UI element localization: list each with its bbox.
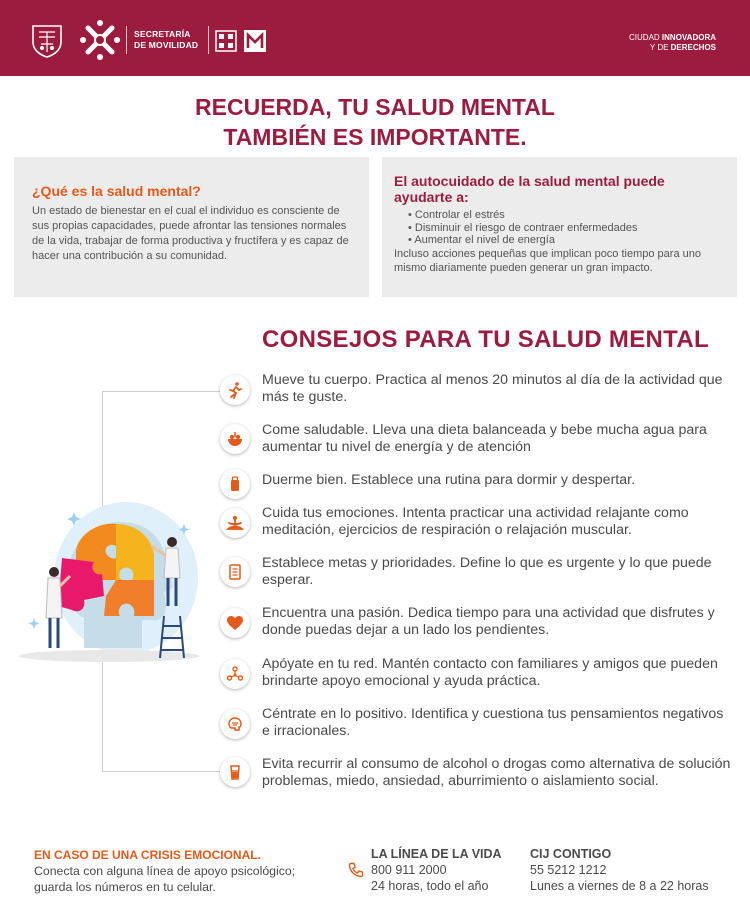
tip-text: Mueve tu cuerpo. Practica al menos 20 minutos al día de la actividad que más te guste. <box>262 372 723 405</box>
list-item: • Controlar el estrés <box>408 209 725 222</box>
metro-logo-icon <box>244 30 266 52</box>
header-divider <box>126 26 127 54</box>
page-title: RECUERDA, TU SALUD MENTAL TAMBIÉN ES IMPORTANTE. <box>195 94 555 150</box>
bed-icon <box>220 469 250 499</box>
definition-title: ¿Qué es la salud mental? <box>32 183 201 199</box>
linea-de-la-vida-contact <box>371 846 502 894</box>
tip-text: Come saludable. Lleva una dieta balanceada y bebe mucha agua para aumentar tu nivel de energía y de atención <box>262 422 707 455</box>
checklist-icon <box>220 557 250 587</box>
tip-text: Establece metas y prioridades. Define lo que es urgente y lo que puede esperar. <box>262 555 712 588</box>
tip-text: Cuida tus emociones. Intenta practicar una actividad relajante como meditación, ejercicios de respiración o relajación muscular. <box>262 505 689 538</box>
autocuidado-closing: Incluso acciones pequeñas que implican poco tiempo para uno mismo diariamente pueden generar un gran impacto. <box>394 247 701 274</box>
metro-pattern-logo-icon <box>215 30 237 52</box>
contact-hours: 24 horas, todo el año <box>371 879 489 893</box>
contact-hours: Lunes a viernes de 8 a 22 horas <box>530 879 709 893</box>
tip-text: Duerme bien. Establece una rutina para dormir y despertar. <box>262 472 636 488</box>
tip-text: Apóyate en tu red. Mantén contacto con familiares y amigos que pueden brindarte apoyo emocional y ayuda práctica. <box>262 656 718 689</box>
consejos-title: CONSEJOS PARA TU SALUD MENTAL <box>262 326 709 353</box>
crisis-text: Conecta con alguna línea de apoyo psicológico; guarda los números en tu celular. <box>34 864 296 894</box>
phone-icon <box>348 862 364 878</box>
tip-text: Céntrate en lo positivo. Identifica y cuestiona tus pensamientos negativos e irracionales. <box>262 706 724 739</box>
contact-phone[interactable]: 55 5212 1212 <box>530 863 607 877</box>
government-shield-icon <box>30 22 64 58</box>
list-item: • Disminuir el riesgo de contraer enfermedades <box>408 222 725 235</box>
cdmx-logo-icon <box>78 18 122 62</box>
list-item: • Aumentar el nivel de energía <box>408 234 725 247</box>
header-divider <box>208 26 209 54</box>
salud-mental-definition-box <box>14 157 369 297</box>
secretaria-label: SECRETARÍA DE MOVILIDAD <box>134 29 199 50</box>
crisis-title: EN CASO DE UNA CRISIS EMOCIONAL. <box>34 848 261 862</box>
contact-title: CIJ CONTIGO <box>530 847 612 861</box>
autocuidado-title: El autocuidado de la salud mental puede ayudarte a: <box>394 173 665 205</box>
heart-icon <box>220 608 250 638</box>
contact-phone[interactable]: 800 911 2000 <box>371 863 447 877</box>
definition-text: Un estado de bienestar en el cual el individuo es consciente de sus propias capacidades, puede afrontar las tensiones normales de la vida, trabajar de forma productiva y fructífera y es capaz de hacer una contribución a su comunidad. <box>32 205 349 262</box>
autocuidado-box <box>382 157 737 297</box>
crisis-notice <box>34 847 295 895</box>
no-alcohol-icon <box>220 757 250 787</box>
cij-contigo-contact <box>530 846 709 894</box>
city-tagline: CIUDAD INNOVADORA Y DE DERECHOS <box>629 33 716 52</box>
contact-title: LA LÍNEA DE LA VIDA <box>371 847 502 861</box>
header-bar <box>0 0 750 76</box>
brain-icon <box>220 709 250 739</box>
running-icon <box>220 375 250 405</box>
tip-text: Evita recurrir al consumo de alcohol o drogas como alternativa de solución problemas, miedo, ansiedad, aburrimiento o aislamiento social. <box>262 756 731 789</box>
benefits-list <box>394 209 725 247</box>
mental-health-puzzle-illustration <box>14 498 199 668</box>
fruit-bowl-icon <box>220 424 250 454</box>
meditation-icon <box>220 508 250 538</box>
network-icon <box>220 659 250 689</box>
tip-text: Encuentra una pasión. Dedica tiempo para una actividad que disfrutes y donde puedas dejar a un lado los pendientes. <box>262 605 715 638</box>
